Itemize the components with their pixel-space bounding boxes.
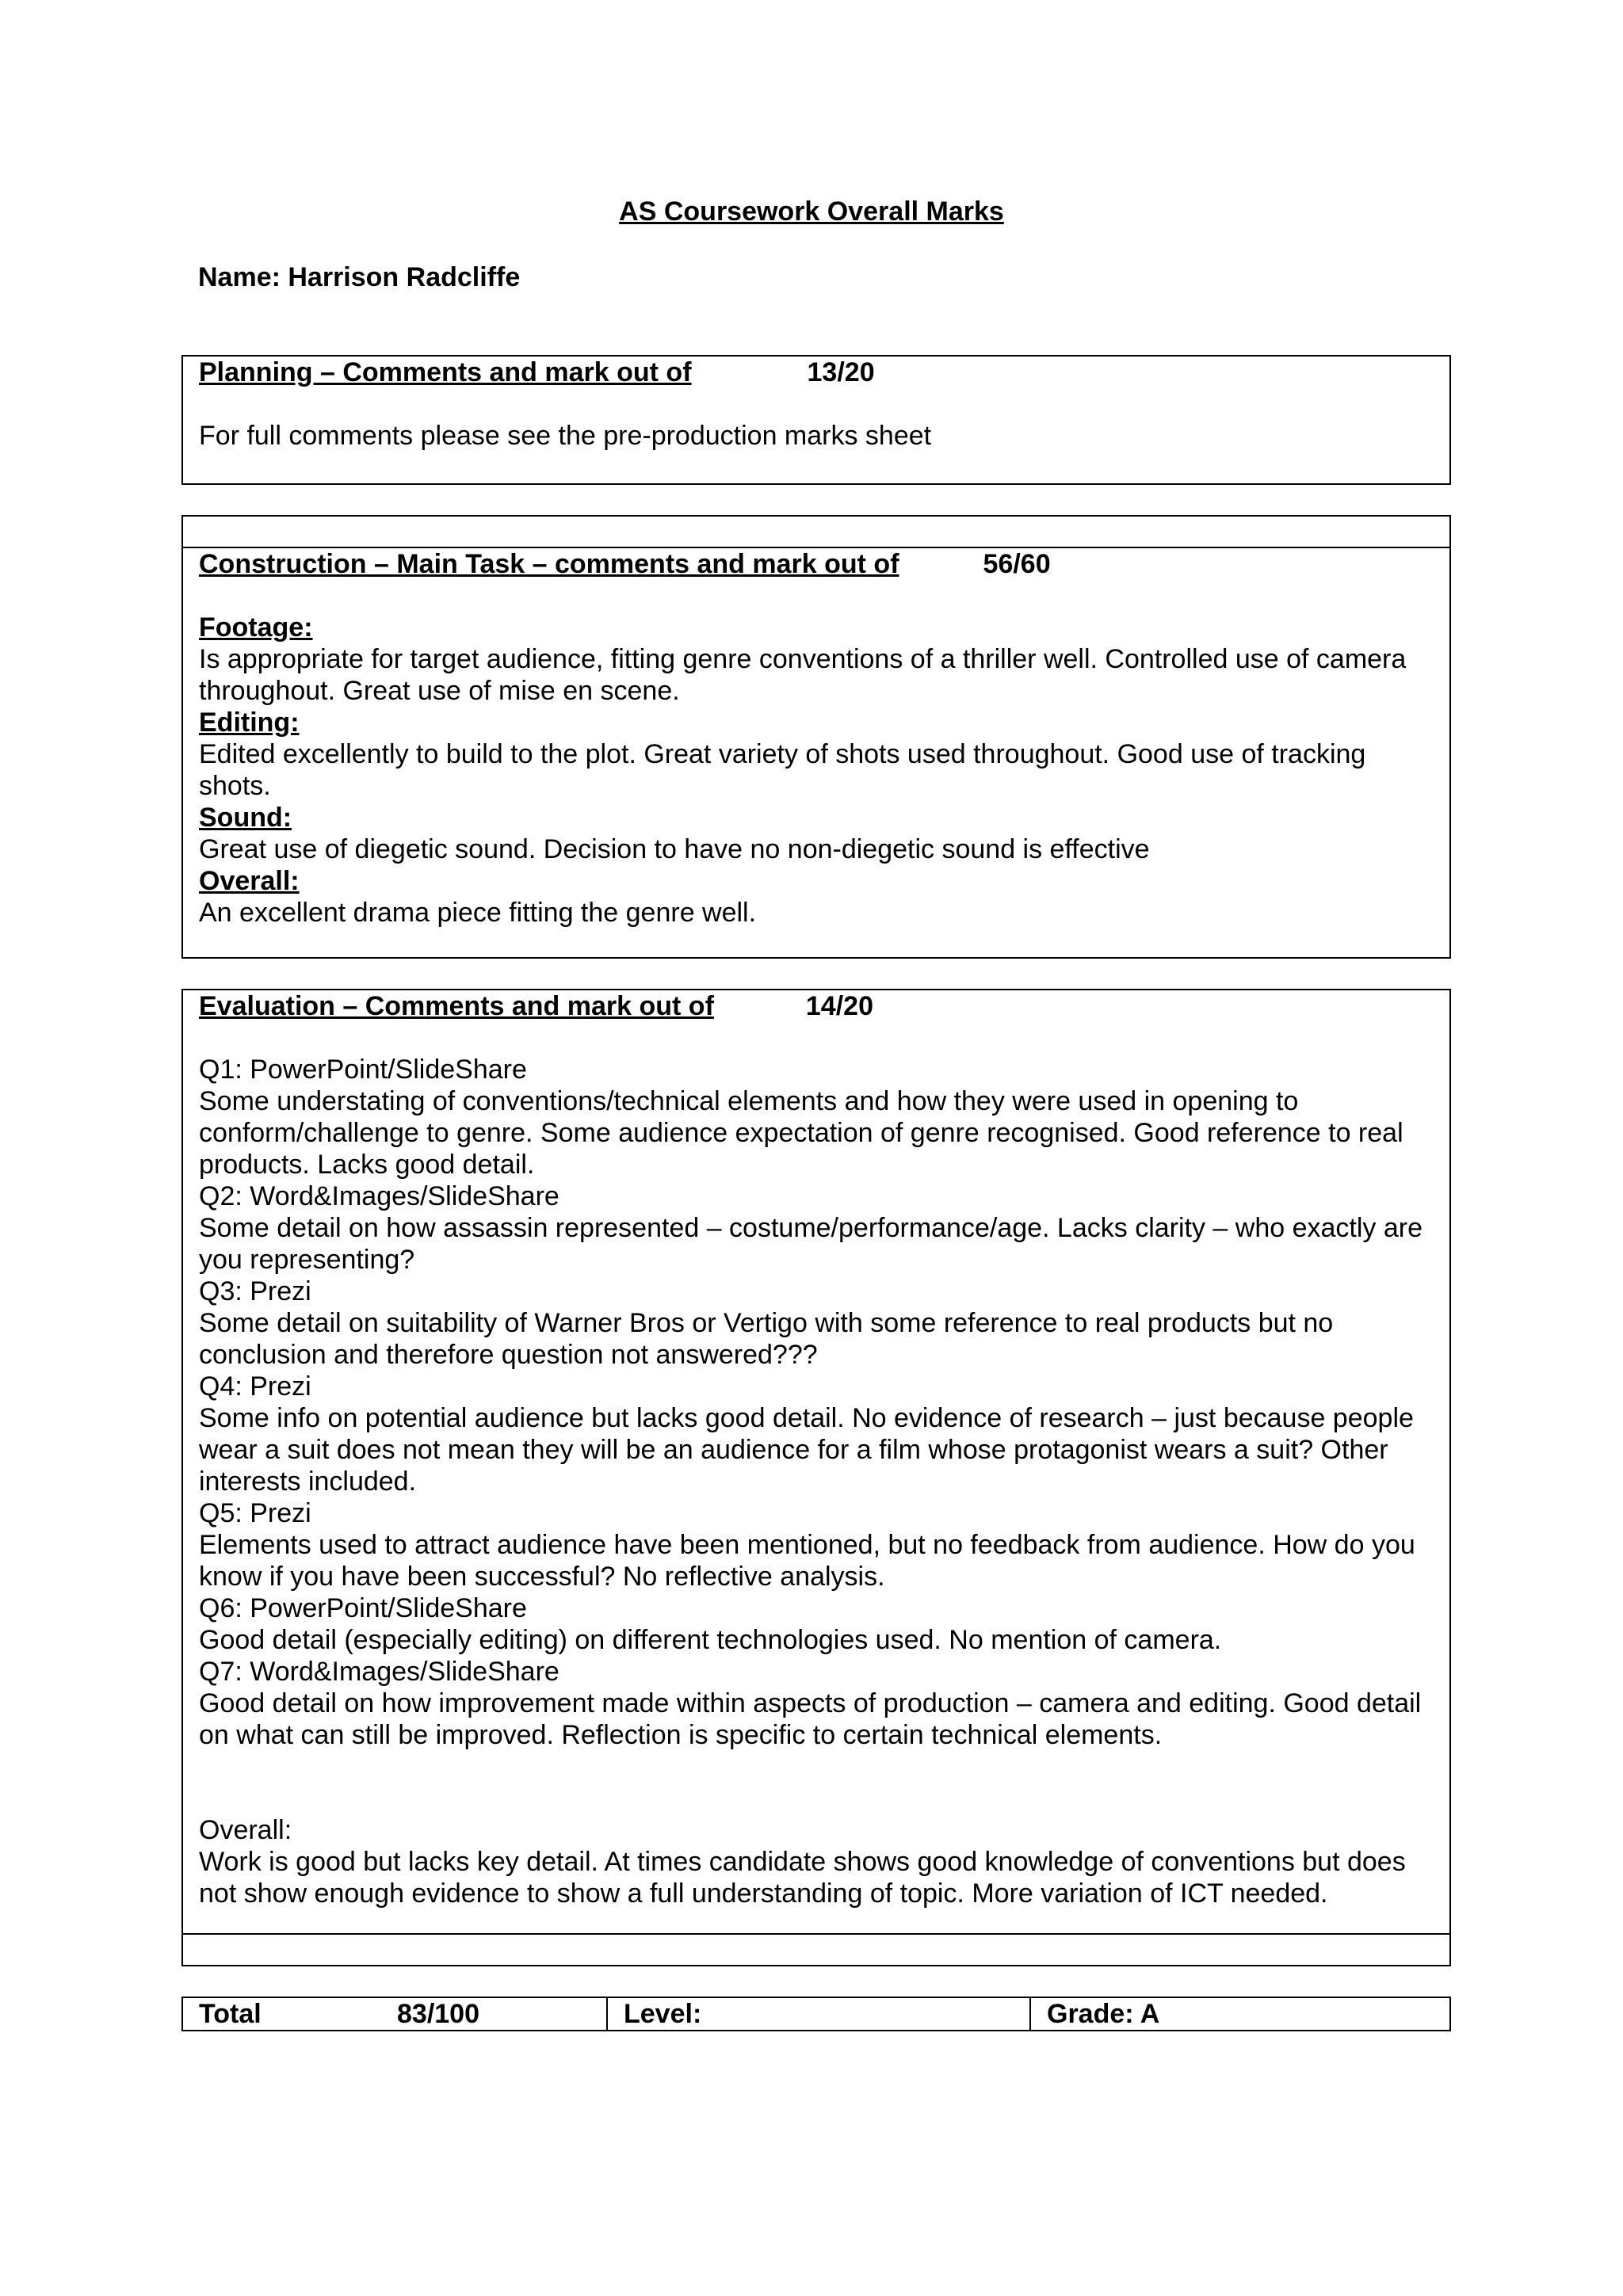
evaluation-spacer-row xyxy=(181,1933,1451,1966)
q2-label: Q2: Word&Images/SlideShare xyxy=(199,1181,559,1211)
evaluation-heading xyxy=(199,990,1434,1022)
q7-label: Q7: Word&Images/SlideShare xyxy=(199,1657,559,1687)
construction-heading xyxy=(199,548,1434,580)
q2-text: Some detail on how assassin represented – costume/performance/age. Lacks clarity – who exactly are you representing? xyxy=(199,1213,1423,1275)
planning-heading xyxy=(199,357,1434,388)
q1-label: Q1: PowerPoint/SlideShare xyxy=(199,1055,527,1085)
evaluation-heading-label: Evaluation – Comments and mark out of xyxy=(199,991,714,1021)
document-title: AS Coursework Overall Marks xyxy=(619,196,1004,227)
editing-text: Edited excellently to build to the plot. Great variety of shots used throughout. Good use of tracking shots. xyxy=(199,739,1366,801)
planning-section xyxy=(181,355,1451,485)
level-cell xyxy=(606,1998,1029,2030)
student-name: Name: Harrison Radcliffe xyxy=(198,262,521,292)
evaluation-overall-text: Work is good but lacks key detail. At times candidate shows good knowledge of conventions but does not show enough evidence to show a full understanding of topic. More variation of ICT needed. xyxy=(199,1847,1406,1909)
q4-text: Some info on potential audience but lacks good detail. No evidence of research – just because people wear a suit does not mean they will be an audience for a film whose protagonist wears a suit? Other interests included. xyxy=(199,1403,1414,1497)
construction-section xyxy=(181,547,1451,959)
q6-label: Q6: PowerPoint/SlideShare xyxy=(199,1593,527,1623)
construction-heading-label: Construction – Main Task – comments and mark out of xyxy=(199,549,899,579)
total-label: Total xyxy=(199,1999,262,2029)
construction-mark: 56/60 xyxy=(983,549,1051,579)
q3-text: Some detail on suitability of Warner Bros or Vertigo with some reference to real products but no conclusion and therefore question not answered??? xyxy=(199,1308,1334,1370)
construction-spacer-row xyxy=(181,515,1451,548)
grade-cell xyxy=(1029,1998,1449,2030)
footage-label: Footage: xyxy=(199,612,313,643)
q7-text: Good detail on how improvement made within aspects of production – camera and editing. Good detail on what can still be improved. Reflection is specific to certain technical elements. xyxy=(199,1688,1422,1750)
sound-text: Great use of diegetic sound. Decision to have no non-diegetic sound is effective xyxy=(199,834,1150,864)
footage-text: Is appropriate for target audience, fitting genre conventions of a thriller well. Controlled use of camera throughout. Great use of mise en scene. xyxy=(199,644,1407,706)
q5-text: Elements used to attract audience have been mentioned, but no feedback from audience. How do you know if you have been successful? No reflective analysis. xyxy=(199,1530,1415,1592)
evaluation-section xyxy=(181,989,1451,1935)
construction-overall-label: Overall: xyxy=(199,866,300,896)
planning-heading-label: Planning – Comments and mark out of xyxy=(199,357,692,387)
construction-overall-text: An excellent drama piece fitting the genre well. xyxy=(199,898,757,928)
q3-label: Q3: Prezi xyxy=(199,1276,311,1306)
total-value: 83/100 xyxy=(397,1999,479,2029)
grade-label: Grade: A xyxy=(1047,1999,1160,2029)
evaluation-overall-label: Overall: xyxy=(199,1815,292,1845)
level-label: Level: xyxy=(624,1999,702,2029)
planning-mark: 13/20 xyxy=(807,357,875,387)
q6-text: Good detail (especially editing) on different technologies used. No mention of camera. xyxy=(199,1625,1222,1655)
editing-label: Editing: xyxy=(199,707,300,738)
q4-label: Q4: Prezi xyxy=(199,1371,311,1402)
q5-label: Q5: Prezi xyxy=(199,1498,311,1528)
evaluation-mark: 14/20 xyxy=(805,991,873,1021)
q1-text: Some understating of conventions/technical elements and how they were used in opening to conform/challenge to genre. Some audience expectation of genre recognised. Good reference to real products. Lacks good detail. xyxy=(199,1086,1403,1180)
sound-label: Sound: xyxy=(199,803,292,833)
planning-comment: For full comments please see the pre-production marks sheet xyxy=(199,421,932,451)
totals-table xyxy=(181,1997,1451,2031)
total-cell xyxy=(183,1998,606,2030)
